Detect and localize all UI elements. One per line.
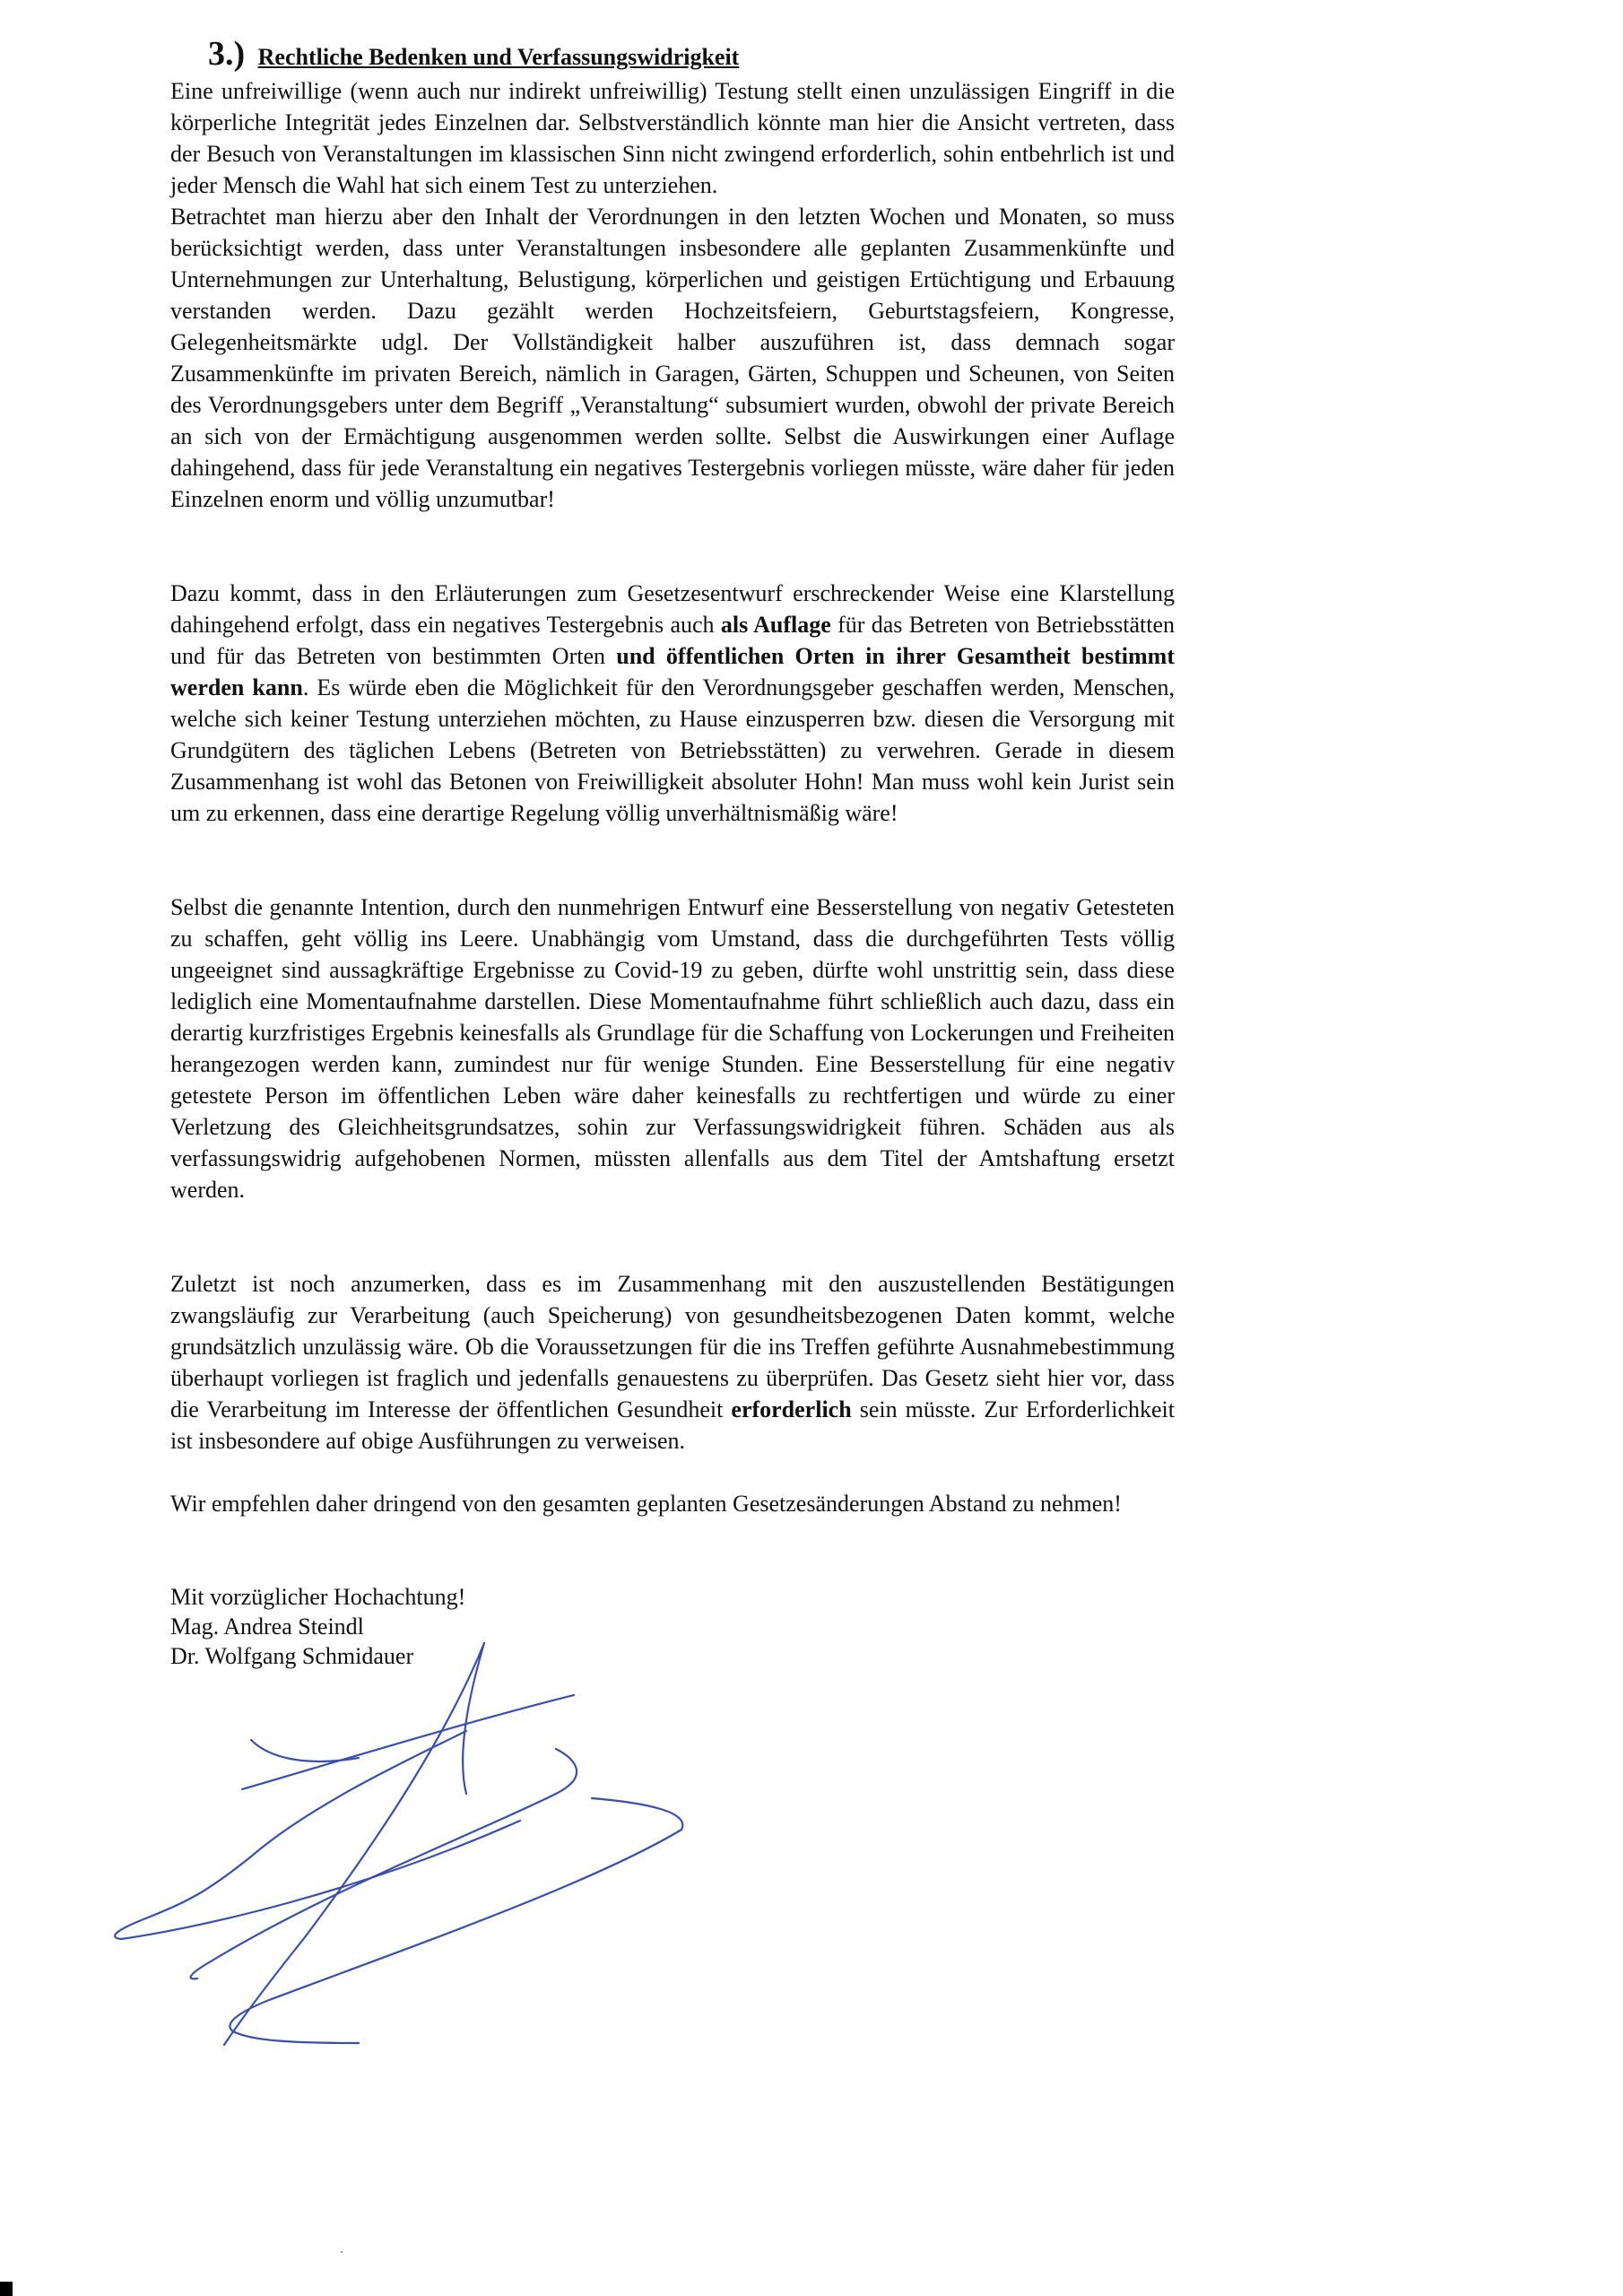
- paragraph-3: [170, 578, 1175, 829]
- signer-name-2: Dr. Wolfgang Schmidauer: [170, 1643, 414, 1669]
- signature-stroke-7: [230, 1798, 682, 2031]
- paragraph-3-text-2: für das Betreten von Betriebsstätten und für das Betreten von bestimmten Orten: [170, 612, 1175, 669]
- paragraph-3-bold-2: und öffentlichen Orten in ihrer Gesamtheit bestimmt werden kann: [170, 643, 1175, 700]
- paragraph-5-text-1: Zuletzt ist noch anzumerken, dass es im Zusammenhang mit den auszustellenden Bestätigungen zwangsläufig zur Verarbeitung (auch Speicherung) von gesundheitsbezogenen Daten kommt, welche grundsätzlich unzulässig wäre. Ob die Voraussetzungen für die ins Treffen geführte Ausnahmebestimmung überhaupt vorliegen ist fraglich und jedenfalls genauestens zu überprüfen. Das Gesetz sieht hier vor, dass die Verarbeitung im Interesse der öffentlichen Gesundheit: [170, 1271, 1175, 1422]
- signer-name-1: Mag. Andrea Steindl: [170, 1613, 364, 1639]
- handwritten-signature: [90, 1623, 717, 2072]
- signature-stroke-1: [224, 1643, 484, 2045]
- paragraph-3-text-3: . Es würde eben die Möglichkeit für den Verordnungsgeber geschaffen werden, Menschen, welche sich keiner Testung unterziehen möchten, zu Hause einzusperren bzw. diesen die Versorgung mit Grundgütern des täglichen Lebens (Betreten von Betriebsstätten) zu verwehren. Gerade in diesem Zusammenhang ist wohl das Betonen von Freiwilligkeit absoluter Hohn! Man muss wohl kein Jurist sein um zu erkennen, dass eine derartige Regelung völlig unverhältnismäßig wäre!: [170, 674, 1175, 826]
- section-title: Rechtliche Bedenken und Verfassungswidrigkeit: [257, 44, 740, 70]
- section-heading: [208, 36, 1175, 75]
- paragraph-2: Betrachtet man hierzu aber den Inhalt der Verordnungen in den letzten Wochen und Monaten, so muss berücksichtigt werden, dass unter Veranstaltungen insbesondere alle geplanten Zusammenkünfte und Unternehmungen zur Unterhaltung, Belustigung, körperlichen und geistigen Ertüchtigung und Erbauung verstanden werden. Dazu gezählt werden Hochzeitsfeiern, Geburtstagsfeiern, Kongresse, Gelegenheitsmärkte udgl. Der Vollständigkeit halber auszuführen ist, dass demnach sogar Zusammenkünfte im privaten Bereich, nämlich in Garagen, Gärten, Schuppen und Scheunen, von Seiten des Verordnungsgebers unter dem Begriff „Veranstaltung“ subsumiert wurden, obwohl der private Bereich an sich von der Ermächtigung ausgenommen werden sollte. Selbst die Auswirkungen einer Auflage dahingehend, dass für jede Veranstaltung ein negatives Testergebnis vorliegen müsste, wäre daher für jeden Einzelnen enorm und völlig unzumutbar!: [170, 204, 1175, 512]
- paragraph-3-text-1: Dazu kommt, dass in den Erläuterungen zum Gesetzesentwurf erschreckender Weise eine Klarstellung dahingehend erfolgt, dass ein negatives Testergebnis auch: [170, 580, 1175, 638]
- paragraph-5-bold-1: erforderlich: [731, 1396, 852, 1422]
- paragraph-6: Wir empfehlen daher dringend von den gesamten geplanten Gesetzesänderungen Abstand zu nehmen!: [170, 1491, 1122, 1517]
- signature-stroke-4: [115, 1731, 520, 1939]
- paragraph-1: Eine unfreiwillige (wenn auch nur indirekt unfreiwillig) Testung stellt einen unzulässigen Eingriff in die körperliche Integrität jedes Einzelnen dar. Selbstverständlich könnte man hier die Ansicht vertreten, dass der Besuch von Veranstaltungen im klassischen Sinn nicht zwingend erforderlich, sohin entbehrlich ist und jeder Mensch die Wahl hat sich einem Test zu unterziehen.: [170, 78, 1175, 198]
- closing-greeting: Mit vorzüglicher Hochachtung!: [170, 1584, 466, 1610]
- paragraph-5-text-2: sein müsste. Zur Erforderlichkeit ist insbesondere auf obige Ausführungen zu verweisen.: [170, 1396, 1175, 1454]
- signature-stroke-5: [251, 1740, 359, 1761]
- closing-block: [170, 1582, 1175, 1671]
- scan-edge-mark: [0, 2282, 13, 2296]
- scan-speck: [341, 2251, 343, 2253]
- section-number: 3.): [208, 35, 246, 73]
- signature-stroke-8: [233, 2031, 359, 2043]
- signature-stroke-3: [242, 1695, 574, 1789]
- paragraph-3-bold-1: als Auflage: [720, 612, 831, 638]
- letter-body: [170, 36, 1175, 1671]
- signature-stroke-6: [191, 1749, 577, 1979]
- paragraph-4: Selbst die genannte Intention, durch den nunmehrigen Entwurf eine Besserstellung von negativ Getesteten zu schaffen, geht völlig ins Leere. Unabhängig vom Umstand, dass die durchgeführten Tests völlig ungeeignet sind aussagkräftige Ergebnisse zu Covid-19 zu geben, dürfte wohl unstrittig sein, dass diese lediglich eine Momentaufnahme darstellen. Diese Momentaufnahme führt schließlich auch dazu, dass ein derartig kurzfristiges Ergebnis keinesfalls als Grundlage für die Schaffung von Lockerungen und Freiheiten herangezogen werden kann, zumindest nur für wenige Stunden. Eine Besserstellung für eine negativ getestete Person im öffentlichen Leben wäre daher keinesfalls zu rechtfertigen und würde zu einer Verletzung des Gleichheitsgrundsatzes, sohin zur Verfassungswidrigkeit führen. Schäden aus als verfassungswidrig aufgehobenen Normen, müssten allenfalls aus dem Titel der Amtshaftung ersetzt werden.: [170, 894, 1175, 1203]
- paragraph-5: [170, 1268, 1175, 1457]
